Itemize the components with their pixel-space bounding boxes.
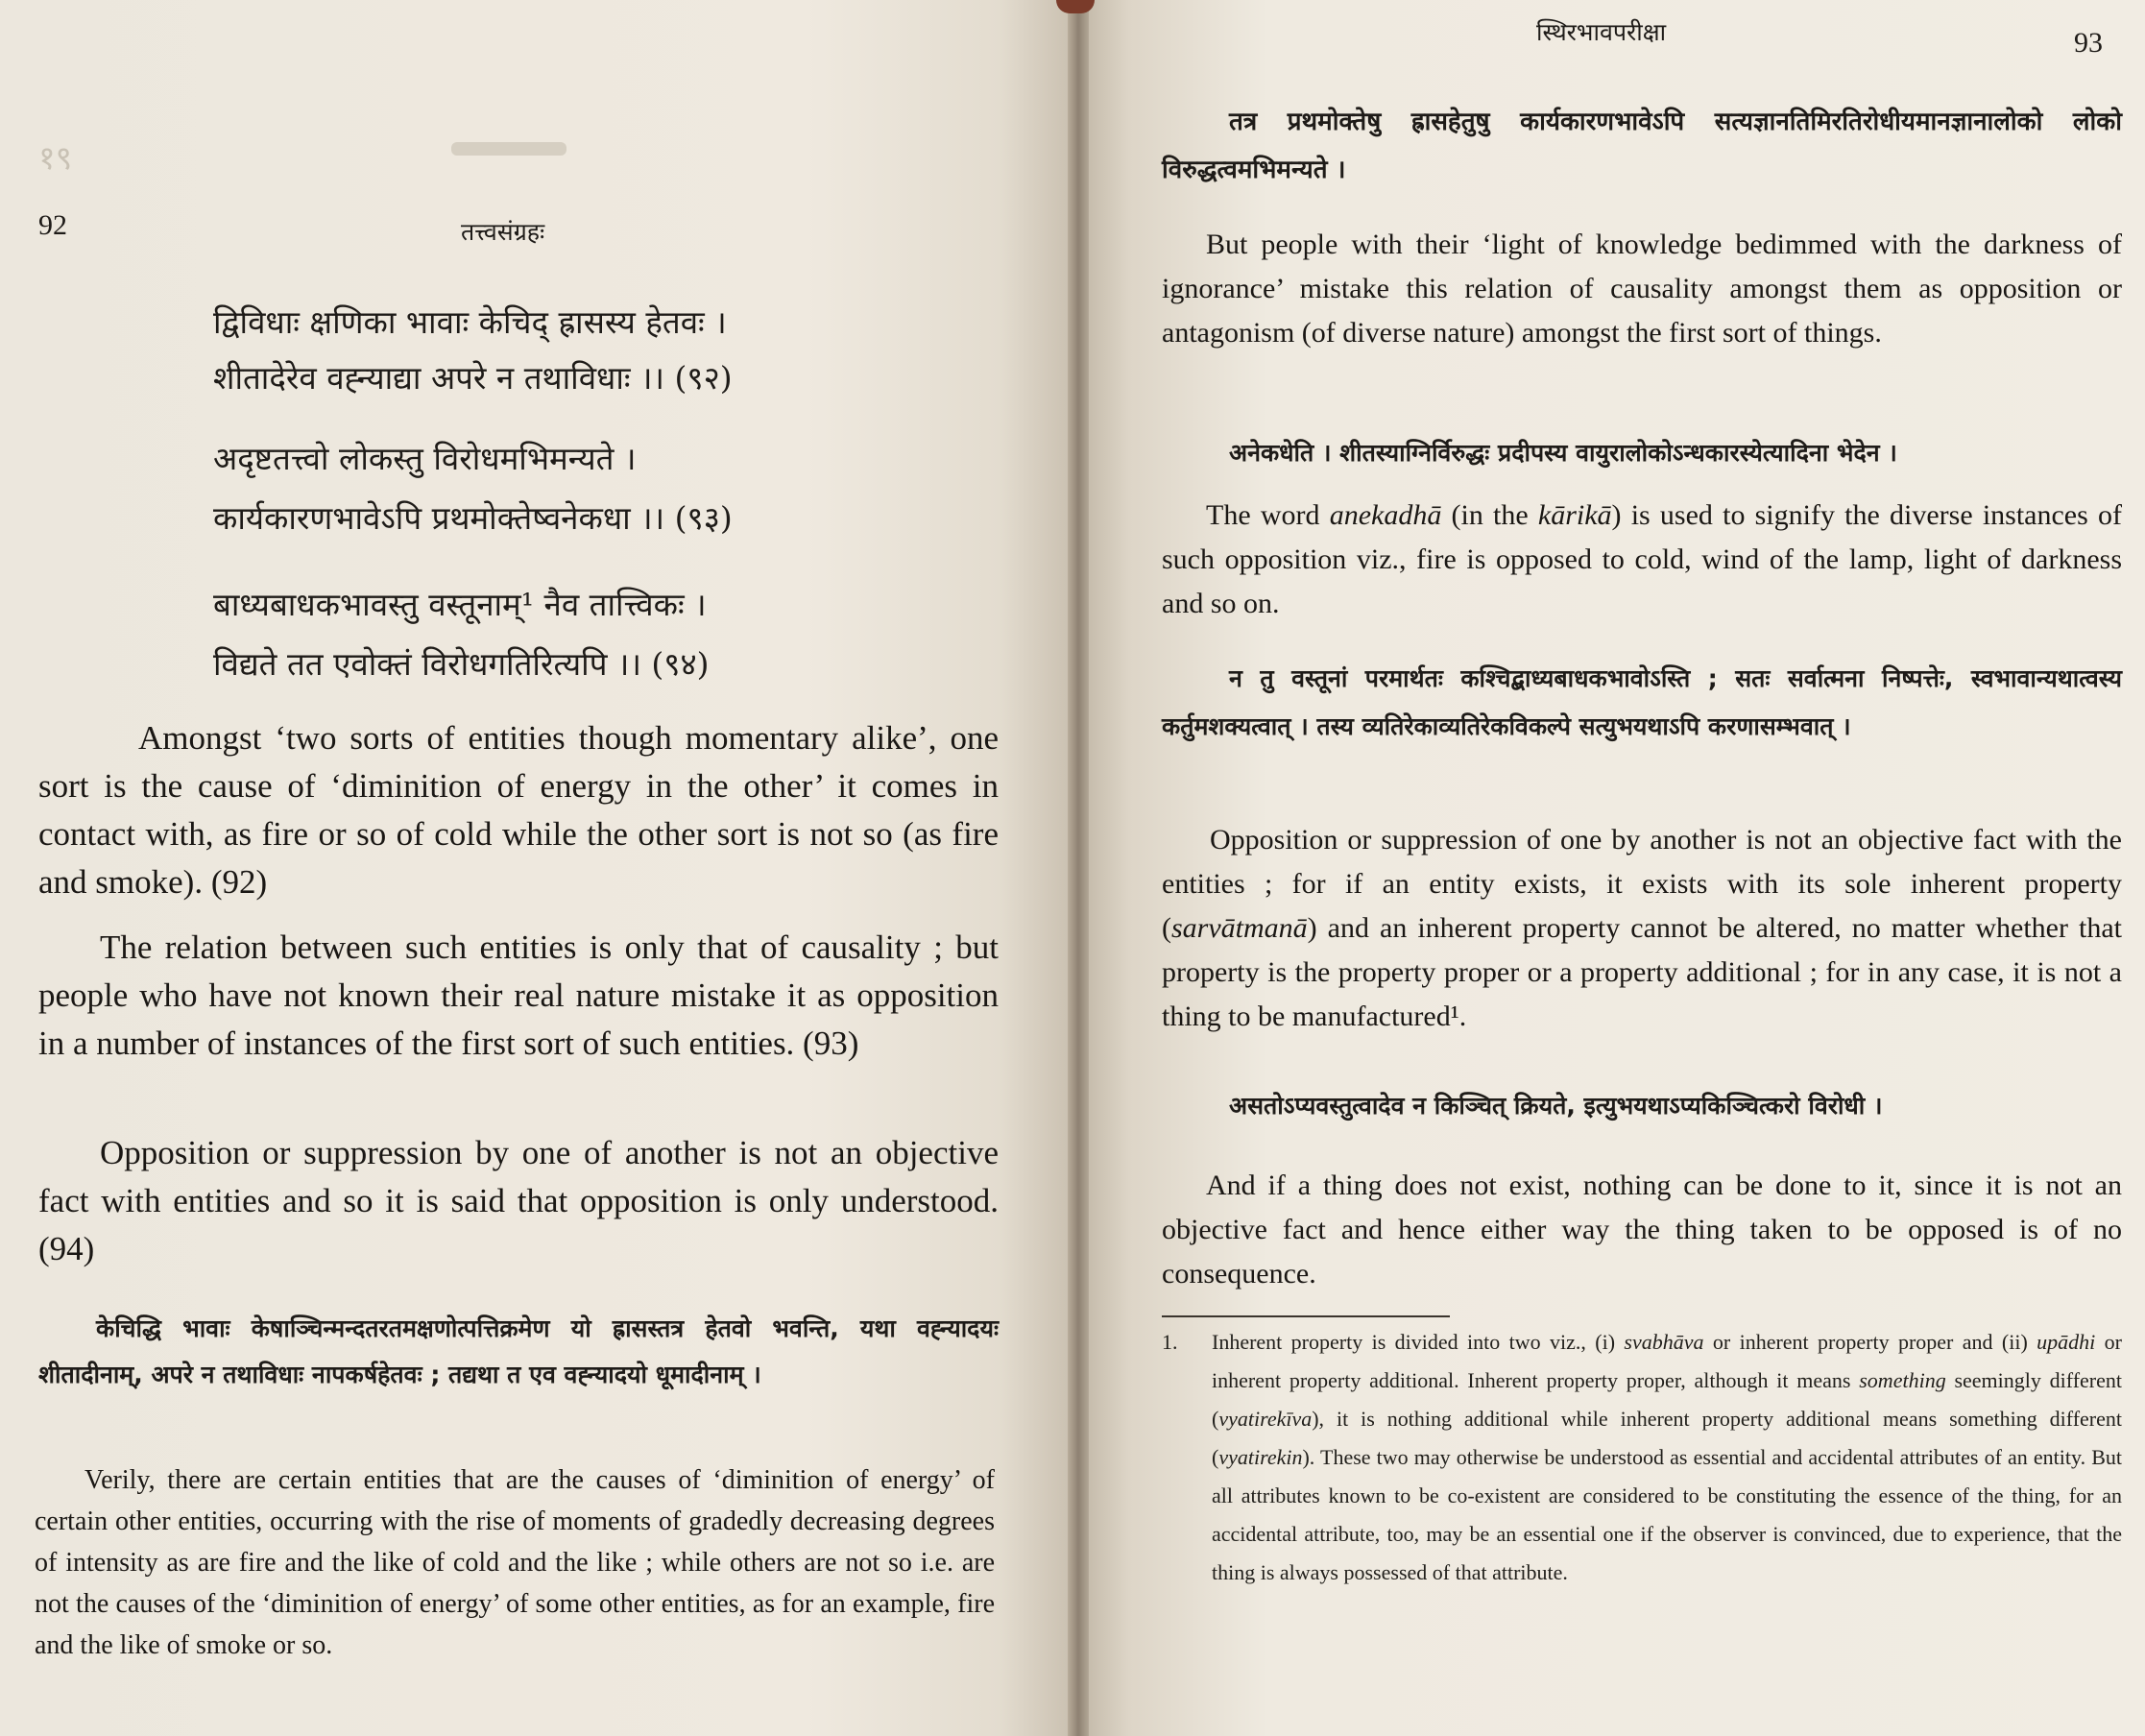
text-run: ) and an inherent property cannot be altered, no matter whether that property is the property proper or a property additional ; for in any case, it is not a thing to be manufactured¹. bbox=[1162, 912, 2122, 1032]
running-head: तत्त्वसंग्रहः bbox=[461, 218, 545, 246]
footnote bbox=[1162, 1323, 2123, 1592]
text-run: ). These two may otherwise be understood as essential and accidental attributes of an entity. But all attributes known to be co-existent are considered to be constituting the essence of the thing, for an accidental attribute, too, may be an essential one if the observer is convinced, due to experience, that the thing is always possessed of that attribute. bbox=[1212, 1445, 2122, 1584]
text-run: The word bbox=[1206, 499, 1330, 531]
footnote-number: 1. bbox=[1162, 1330, 1178, 1354]
text-run: ) is used to signify the diverse instances of such opposition viz., fire is opposed to cold, wind of the lamp, light of darkness and so on. bbox=[1162, 499, 2122, 619]
text-run: Inherent property is divided into two viz., (i) bbox=[1212, 1330, 1625, 1354]
verse-line: कार्यकारणभावेऽपि प्रथमोक्तेष्वनेकधा ।। (९३) bbox=[213, 499, 733, 537]
italic-term: upādhi bbox=[2037, 1330, 2096, 1354]
verse-line: विद्यते तत एवोक्तं विरोधगतिरित्यपि ।। (९४) bbox=[213, 645, 710, 683]
italic-term: svabhāva bbox=[1624, 1330, 1704, 1354]
commentary-sanskrit: न तु वस्तूनां परमार्थतः कश्चिद्बाध्यबाधकभावोऽस्ति ; सतः सर्वात्मना निष्पत्तेः, स्वभावान्यथात्वस्य कर्तुमशक्यत्वात् । तस्य व्यतिरेकाव्यतिरेकविकल्पे सत्युभयथाऽपि करणासम्भवात् । bbox=[1162, 664, 2122, 740]
commentary-english bbox=[1162, 494, 2122, 626]
page-number: 92 bbox=[38, 209, 67, 241]
text-run: (in the bbox=[1441, 499, 1538, 531]
book-gutter bbox=[1068, 0, 1089, 1736]
text-run: ), it is nothing additional while inherent property additional means something different ( bbox=[1212, 1407, 2122, 1469]
verse-line: बाध्यबाधकभावस्तु वस्तूनाम्¹ नैव तात्त्विकः । bbox=[213, 586, 707, 623]
italic-term: something bbox=[1859, 1368, 1946, 1392]
translation-paragraph: Amongst ‘two sorts of entities though momentary alike’, one sort is the cause of ‘diminition of energy in the other’ it comes in contact with, as fire or so of cold while the other sort is not so (as fire and smoke). (92) bbox=[38, 719, 999, 901]
text-run: Opposition or suppression of one by another is not an objective fact with the entities ; for if an entity exists, it exists with its sole inherent property ( bbox=[1162, 824, 2122, 944]
italic-term: kārikā bbox=[1537, 499, 1612, 531]
commentary-english: Verily, there are certain entities that are the causes of ‘diminition of energy’ of certain other entities, occurring with the rise of moments of gradedly decreasing degrees of intensity as are fire and the like of cold and the like ; while others are not so i.e. are not the causes of the ‘diminition of energy’ of some other entities, as for an example, fire and the like of smoke or so. bbox=[35, 1465, 995, 1660]
commentary-english: And if a thing does not exist, nothing can be done to it, since it is not an objective fact and hence either way the thing taken to be opposed is of no consequence. bbox=[1162, 1169, 2122, 1290]
commentary-sanskrit: अनेकधेति । शीतस्याग्निर्विरुद्धः प्रदीपस्य वायुरालोकोऽन्धकारस्येत्यादिना भेदेन । bbox=[1229, 439, 1897, 467]
running-head: स्थिरभावपरीक्षा bbox=[1536, 18, 1667, 46]
italic-term: anekadhā bbox=[1329, 499, 1442, 531]
show-through-mark: १९ bbox=[38, 139, 73, 178]
text-run: or inherent property additional. Inherent property proper, although it means bbox=[1212, 1330, 2123, 1392]
commentary-english bbox=[1162, 818, 2122, 1039]
italic-term: vyatirekīva bbox=[1218, 1407, 1313, 1431]
text-run: seemingly different ( bbox=[1212, 1368, 2122, 1431]
commentary-sanskrit: असतोऽप्यवस्तुत्वादेव न किञ्चित् क्रियते, इत्युभयथाऽप्यकिञ्चित्करो विरोधी । bbox=[1229, 1092, 1883, 1120]
footnote-rule bbox=[1162, 1315, 1450, 1317]
verse-line: द्विविधाः क्षणिका भावाः केचिद् ह्रासस्य हेतवः । bbox=[213, 303, 727, 341]
italic-term: sarvātmanā bbox=[1171, 912, 1308, 944]
verse-line: शीतादेरेव वह्न्याद्या अपरे न तथाविधाः ।। (९२) bbox=[213, 359, 733, 397]
translation-paragraph: Opposition or suppression by one of another is not an objective fact with entities and so it is said that opposition is only understood. (94) bbox=[38, 1134, 999, 1267]
text-run: or inherent property proper and (ii) bbox=[1703, 1330, 2037, 1354]
page-number: 93 bbox=[2074, 27, 2103, 59]
verse-line: अदृष्टतत्त्वो लोकस्तु विरोधमभिमन्यते । bbox=[213, 440, 637, 477]
commentary-sanskrit: केचिद्धि भावाः केषाञ्चिन्मन्दतरतमक्षणोत्पत्तिक्रमेण यो ह्रासस्तत्र हेतवो भवन्ति, यथा वह्न्यादयः शीतादीनाम्, अपरे न तथाविधाः नापकर्षहेतवः ; तद्यथा त एव वह्न्यादयो धूमादीनाम् । bbox=[38, 1314, 999, 1388]
italic-term: vyatirekin bbox=[1218, 1445, 1303, 1469]
right-page bbox=[1075, 0, 2145, 1736]
translation-paragraph: The relation between such entities is only that of causality ; but people who have not known their real nature mistake it as opposition in a number of instances of the first sort of such entities. (93) bbox=[38, 928, 999, 1062]
commentary-english: But people with their ‘light of knowledge bedimmed with the darkness of ignorance’ mistake this relation of causality amongst them as opposition or antagonism (of diverse nature) amongst the first sort of things. bbox=[1162, 229, 2122, 349]
show-through-heading bbox=[451, 142, 566, 156]
commentary-sanskrit: तत्र प्रथमोक्तेषु ह्रासहेतुषु कार्यकारणभावेऽपि सत्यज्ञानतिमिरतिरोधीयमानज्ञानालोको लोको विरुद्धत्वमभिमन्यते । bbox=[1162, 108, 2122, 184]
